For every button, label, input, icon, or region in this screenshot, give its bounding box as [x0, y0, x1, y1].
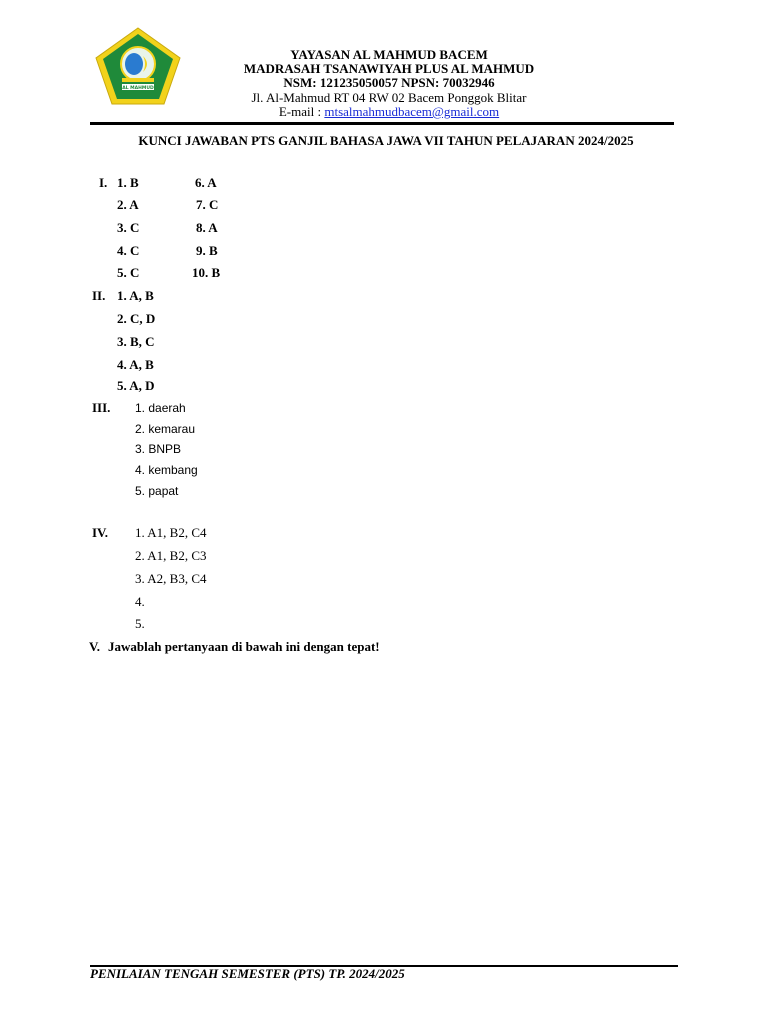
answer-item: 4. kembang — [135, 463, 198, 477]
school-ids: NSM: 121235050057 NPSN: 70032946 — [283, 75, 495, 90]
section-5-instruction: Jawablah pertanyaan di bawah ini dengan tepat! — [108, 639, 380, 654]
school-address: Jl. Al-Mahmud RT 04 RW 02 Bacem Ponggok Blitar — [251, 90, 527, 105]
answer-item: 4. C — [117, 243, 140, 258]
answer-item: 4. — [135, 594, 145, 609]
section-2-label: II. — [92, 288, 106, 303]
answer-item: 1. daerah — [135, 401, 186, 415]
section-3-label: III. — [92, 400, 111, 415]
answer-item: 5. C — [117, 265, 140, 280]
answer-item: 5. A, D — [117, 378, 155, 393]
page-title: KUNCI JAWABAN PTS GANJIL BAHASA JAWA VII TAHUN PELAJARAN 2024/2025 — [138, 133, 634, 148]
answer-item: 8. A — [196, 220, 218, 235]
email-link[interactable]: mtsalmahmudbacem@gmail.com — [324, 104, 500, 119]
foundation-name: YAYASAN AL MAHMUD BACEM — [290, 47, 488, 62]
answer-item: 3. BNPB — [135, 442, 182, 456]
answer-item: 3. C — [117, 220, 140, 235]
email-label: E-mail : — [278, 104, 325, 119]
answer-item: 2. A — [117, 197, 139, 212]
answer-item: 10. B — [192, 265, 221, 280]
answer-item: 2. C, D — [117, 311, 156, 326]
header-divider — [90, 122, 674, 125]
email-line — [200, 105, 578, 119]
answer-item: 5. papat — [135, 484, 179, 498]
answer-item: 5. — [135, 616, 145, 631]
school-name: MADRASAH TSANAWIYAH PLUS AL MAHMUD — [243, 61, 535, 76]
section-5-label: V. — [89, 639, 100, 654]
answer-item: 7. C — [196, 197, 219, 212]
school-logo — [94, 26, 182, 106]
answer-item: 1. A1, B2, C4 — [135, 525, 207, 540]
answer-item: 1. A, B — [117, 288, 154, 303]
page-footer: PENILAIAN TENGAH SEMESTER (PTS) TP. 2024/2025 — [90, 966, 405, 981]
answer-item: 2. A1, B2, C3 — [135, 548, 207, 563]
answer-item: 3. A2, B3, C4 — [135, 571, 207, 586]
answer-item: 2. kemarau — [135, 422, 196, 436]
answer-item: 1. B — [117, 175, 139, 190]
answer-item: 6. A — [195, 175, 217, 190]
answer-item: 4. A, B — [117, 357, 154, 372]
section-1-label: I. — [99, 175, 108, 190]
section-4-label: IV. — [92, 525, 109, 540]
logo-text: AL MAHMUD — [122, 86, 154, 91]
answer-item: 9. B — [196, 243, 218, 258]
answer-item: 3. B, C — [117, 334, 155, 349]
